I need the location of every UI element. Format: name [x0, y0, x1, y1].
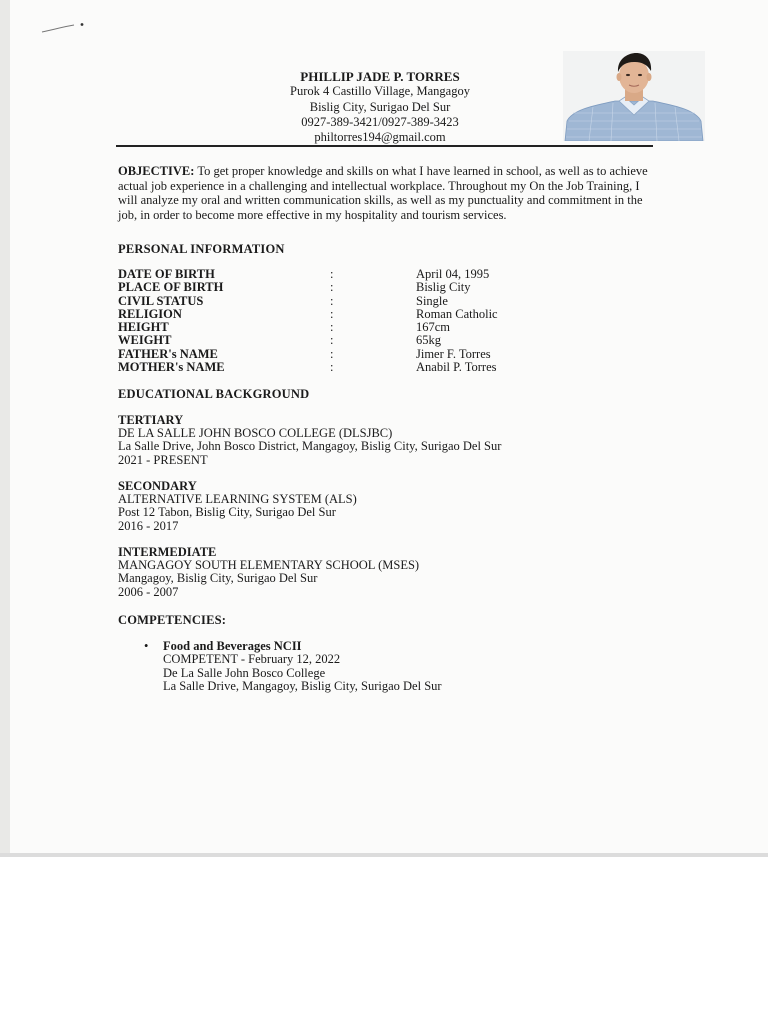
info-separator: : [330, 306, 334, 321]
personal-info-row [118, 308, 638, 321]
bullet-icon: • [144, 639, 149, 653]
info-value: Jimer F. Torres [416, 346, 491, 361]
school-years: 2016 - 2017 [118, 518, 179, 533]
info-value: Single [416, 293, 448, 308]
info-value: 65kg [416, 333, 441, 348]
info-label: WEIGHT [118, 333, 172, 348]
info-value: Anabil P. Torres [416, 360, 497, 375]
applicant-name: PHILLIP JADE P. TORRES [300, 69, 460, 84]
school-years: 2021 - PRESENT [118, 452, 208, 467]
personal-info-row [118, 281, 638, 294]
personal-info-row [118, 321, 638, 334]
personal-info-row [118, 295, 638, 308]
school-name: MANGAGOY SOUTH ELEMENTARY SCHOOL (MSES) [118, 558, 420, 573]
education-level: INTERMEDIATE [118, 545, 217, 559]
info-label: CIVIL STATUS [118, 293, 204, 308]
personal-info-row [118, 268, 638, 281]
competencies-heading: COMPETENCIES: [118, 613, 227, 627]
competency-status: COMPETENT - February 12, 2022 [163, 652, 341, 667]
info-value: 167cm [416, 320, 451, 335]
info-separator: : [330, 320, 334, 335]
competency-school: De La Salle John Bosco College [163, 665, 326, 680]
info-value: Roman Catholic [416, 306, 498, 321]
school-years: 2006 - 2007 [118, 584, 179, 599]
address-line-1: Purok 4 Castillo Village, Mangagoy [290, 84, 470, 99]
school-address: Post 12 Tabon, Bislig City, Surigao Del Sur [118, 505, 336, 520]
address-line-2: Bislig City, Surigao Del Sur [309, 99, 451, 114]
education-level: TERTIARY [118, 413, 184, 427]
scan-mark [40, 22, 84, 34]
info-value: Bislig City [416, 280, 471, 295]
objective-paragraph [118, 164, 656, 222]
info-separator: : [330, 360, 334, 375]
education-tertiary [118, 414, 638, 467]
personal-info-list [118, 268, 638, 374]
info-separator: : [330, 346, 334, 361]
competency-item [144, 640, 564, 693]
phone-numbers: 0927-389-3421/0927-389-3423 [301, 114, 459, 129]
personal-info-row [118, 361, 638, 374]
applicant-photo [563, 51, 705, 141]
competency-title: Food and Beverages NCII [163, 639, 302, 653]
contact-header [258, 69, 502, 145]
info-value: April 04, 1995 [416, 267, 490, 281]
info-separator: : [330, 280, 334, 295]
header-divider [116, 145, 653, 147]
info-label: PLACE OF BIRTH [118, 280, 224, 295]
info-label: DATE OF BIRTH [118, 267, 215, 281]
objective-label: OBJECTIVE: [118, 164, 195, 178]
personal-info-row [118, 348, 638, 361]
school-address: Mangagoy, Bislig City, Surigao Del Sur [118, 571, 318, 586]
info-label: RELIGION [118, 306, 182, 321]
school-name: ALTERNATIVE LEARNING SYSTEM (ALS) [118, 492, 357, 507]
email-address: philtorres194@gmail.com [314, 130, 446, 145]
info-label: HEIGHT [118, 320, 169, 335]
competency-address: La Salle Drive, Mangagoy, Bislig City, Surigao Del Sur [163, 678, 442, 693]
objective-text: To get proper knowledge and skills on what I have learned in school, as well as to achieve actual job experience in a challenging and intellectual workplace. Throughout my On the Job Training, I will analyze my oral and written communication skills, as well as my punctuality and commitment in the job, in order to become more effective in my hospitality and tourism services. [118, 164, 648, 222]
page-edge-shadow [0, 853, 768, 857]
education-intermediate [118, 546, 638, 599]
education-level: SECONDARY [118, 479, 197, 493]
info-separator: : [330, 333, 334, 348]
info-label: MOTHER's NAME [118, 360, 225, 375]
personal-info-heading: PERSONAL INFORMATION [118, 242, 285, 256]
education-secondary [118, 480, 638, 533]
info-label: FATHER's NAME [118, 346, 218, 361]
personal-info-row [118, 334, 638, 347]
info-separator: : [330, 293, 334, 308]
info-separator: : [330, 267, 334, 281]
school-address: La Salle Drive, John Bosco District, Mangagoy, Bislig City, Surigao Del Sur [118, 439, 502, 454]
school-name: DE LA SALLE JOHN BOSCO COLLEGE (DLSJBC) [118, 426, 393, 441]
education-heading: EDUCATIONAL BACKGROUND [118, 387, 310, 401]
